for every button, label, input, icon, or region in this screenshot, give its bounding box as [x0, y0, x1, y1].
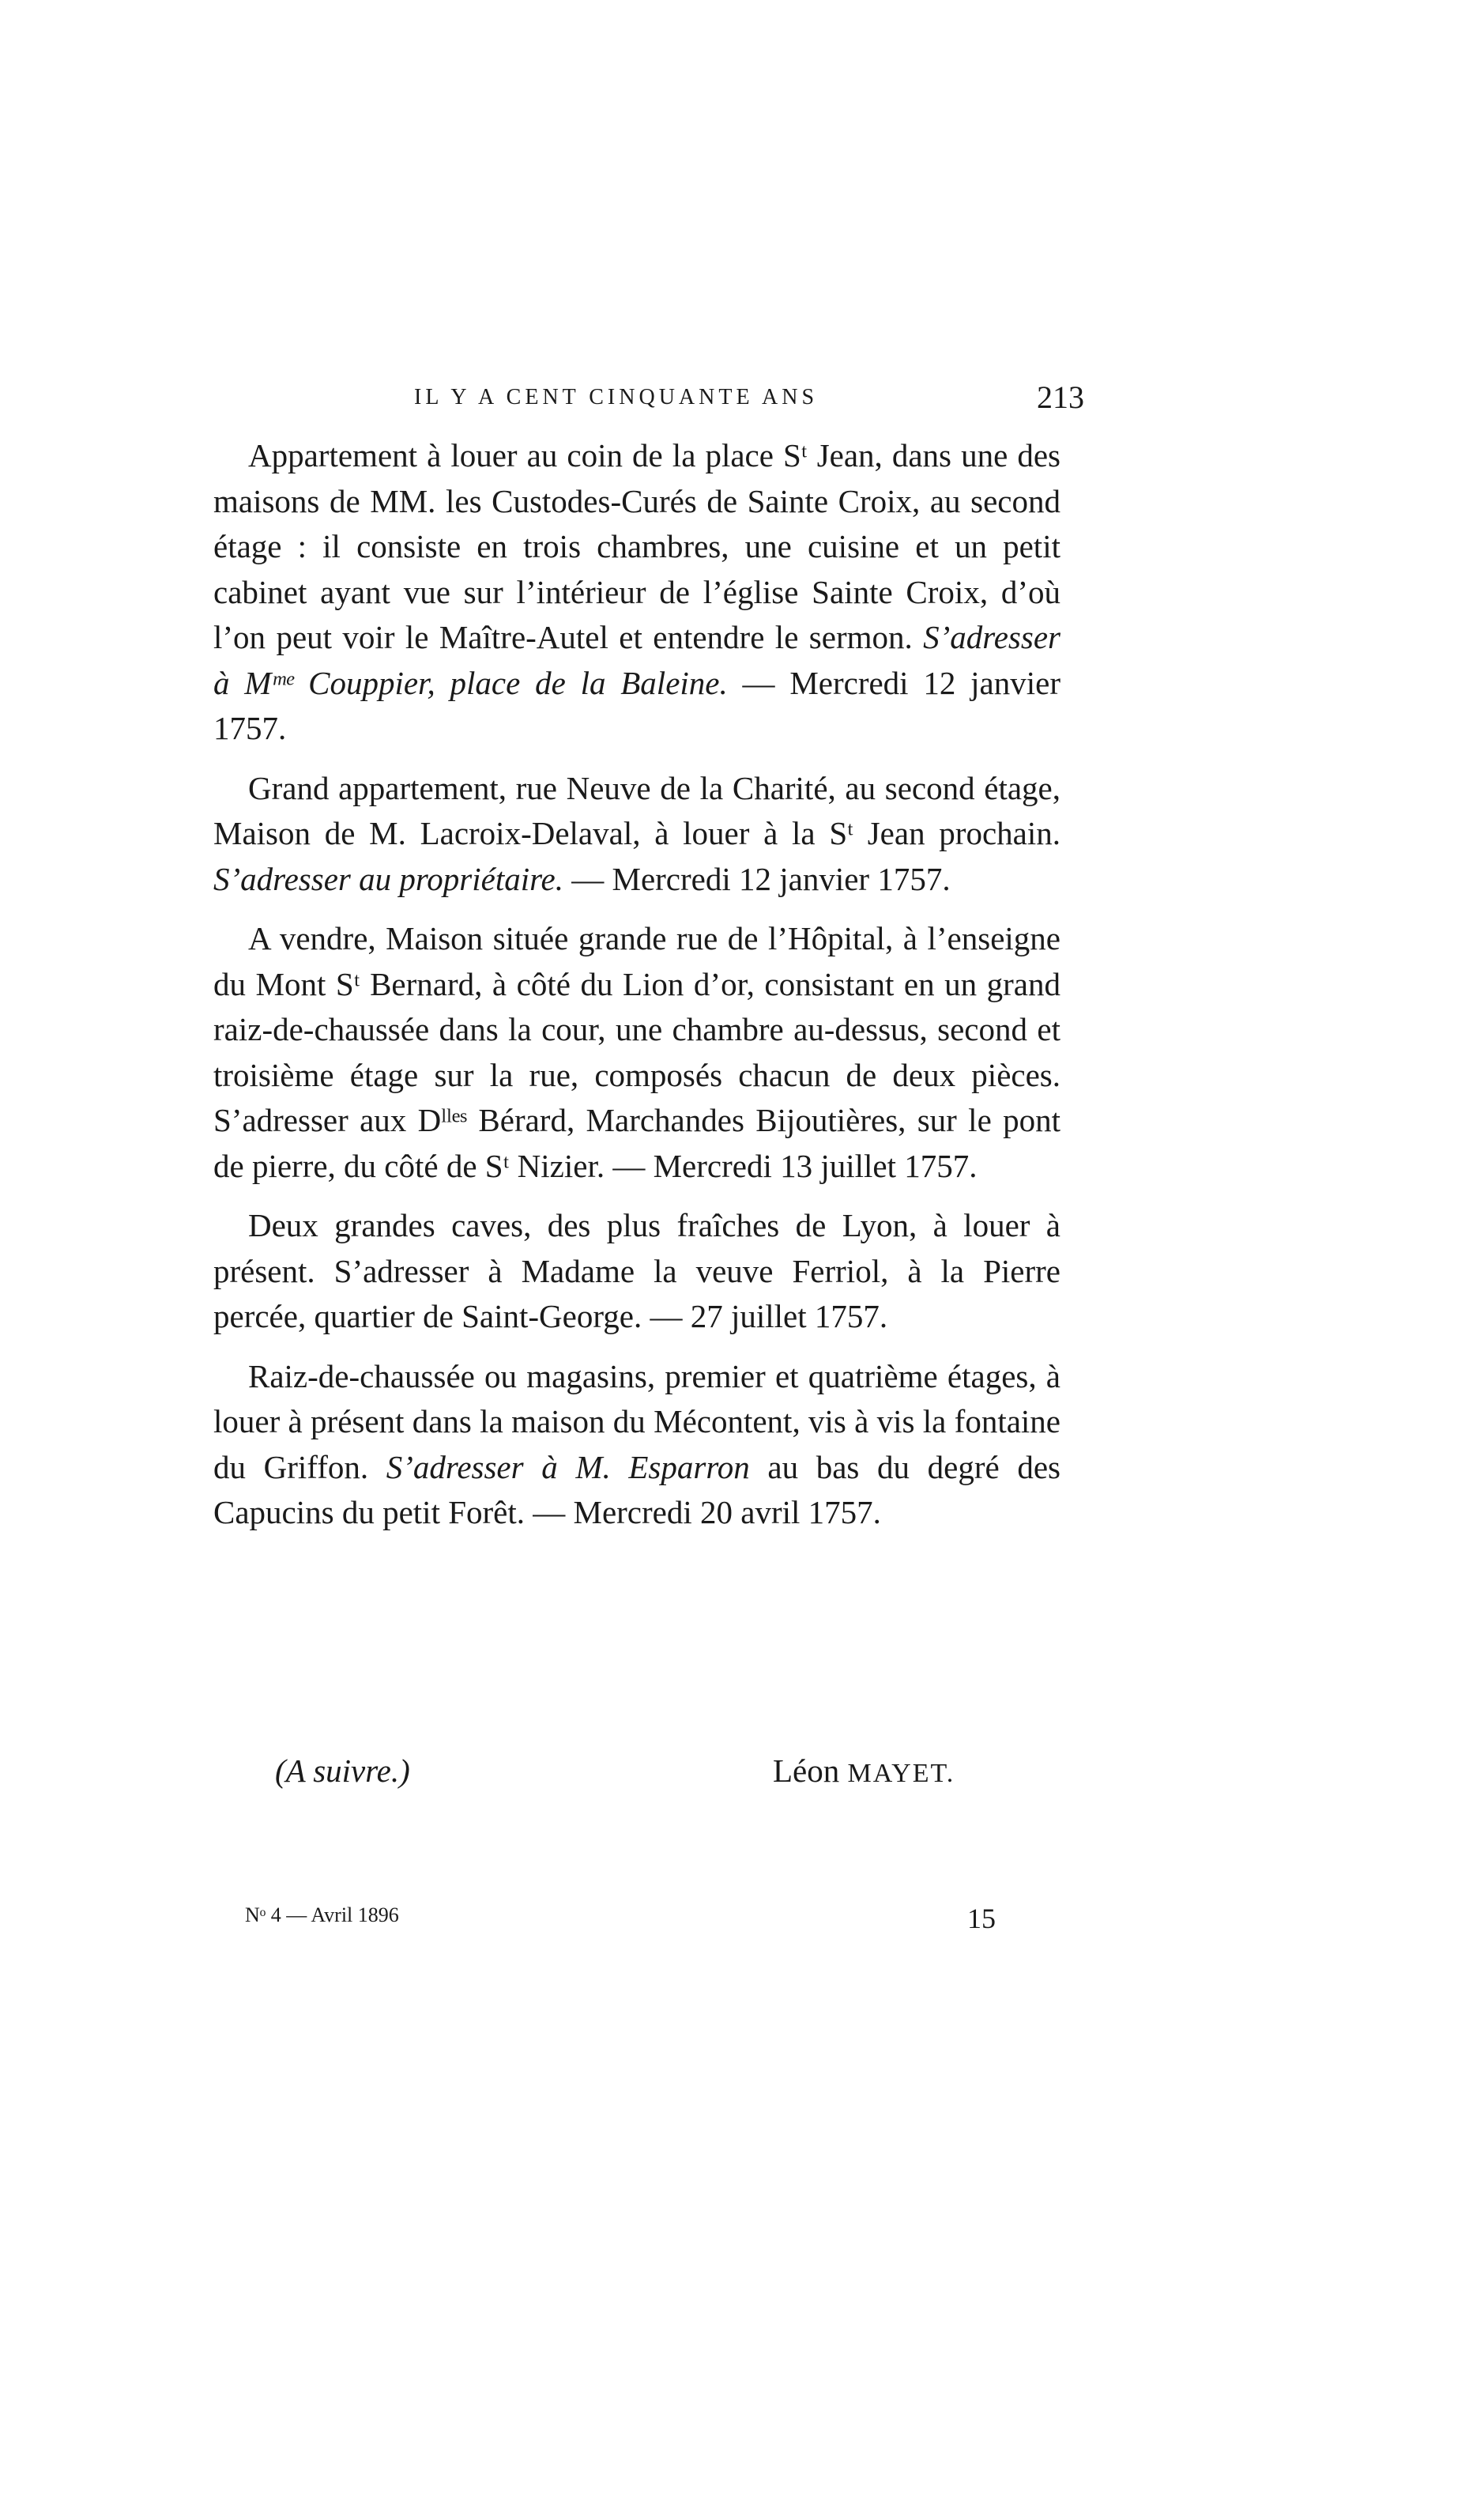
running-head — [207, 378, 1084, 417]
issue-info: Nᵒ 4 — Avril 1896 — [245, 1903, 399, 1926]
paragraph-text: Raiz-de-chaussée ou magasins, premier et quatrième étages, à louer à présent dans la maison du Mécontent, vis à vis la fontaine du Griffon. — [213, 1357, 1060, 1485]
signature-mark: 15 — [967, 1903, 996, 1934]
paragraph-text: Appartement à louer au coin de la place Sᵗ Jean, dans une des maisons de MM. les Custodes-Curés de Sainte Croix, au second étage : il consiste en trois chambres, une cuisine et un petit cabinet ayant vue sur l’intérieur de l’église Sainte Croix, d’où l’on peut voir le Maître-Autel et entendre le sermon. — [213, 437, 1060, 655]
continuation-note: (A suivre.) — [275, 1752, 410, 1789]
paragraph-raiz-de-chaussee — [213, 1354, 1060, 1536]
paragraph-italic: S’adresser à M. Esparron — [386, 1448, 750, 1485]
paragraph-italic: S’adresser au propriétaire. — [213, 860, 563, 897]
author-last-name: MAYET. — [847, 1759, 955, 1788]
paragraph-text: Grand appartement, rue Neuve de la Charité, au second étage, Maison de M. Lacroix-Delaval, à louer à la Sᵗ Jean prochain. — [213, 769, 1060, 851]
page-footer — [245, 1896, 996, 1935]
author-signature — [773, 1747, 955, 1798]
paragraph-date: au bas du degré des Capucins du petit Forêt. — Mercredi 20 avril 1757. — [213, 1448, 1060, 1530]
paragraph-a-vendre-maison — [213, 916, 1060, 1189]
paragraph-date: — Mercredi 12 janvier 1757. — [563, 860, 951, 897]
running-title: IL Y A CENT CINQUANTE ANS — [414, 385, 819, 409]
paragraph-deux-grandes-caves — [213, 1203, 1060, 1340]
paragraph-text: Deux grandes caves, des plus fraîches de Lyon, à louer à présent. S’adresser à Madame la veuve Ferriol, à la Pierre percée, quartier de Saint-George. — 27 juillet 1757. — [213, 1207, 1060, 1334]
paragraph-text: A vendre, Maison située grande rue de l’Hôpital, à l’enseigne du Mont Sᵗ Bernard, à côté du Lion d’or, consistant en un grand raiz-de-chaussée dans la cour, une chambre au-dessus, second et troisième étage sur la rue, composés chacun de deux pièces. S’adresser aux Dˡˡᵉˢ Bérard, Marchandes Bijoutières, sur le pont de pierre, du côté de Sᵗ Nizier. — Mercredi 13 juillet 1757. — [213, 920, 1060, 1184]
author-first-name: Léon — [773, 1752, 840, 1789]
page-number: 213 — [1037, 379, 1084, 415]
signature-line — [213, 1747, 1060, 1794]
paragraph-date: — Mercredi 12 janvier 1757. — [213, 664, 1060, 746]
paragraph-appartement-place-st-jean — [213, 433, 1060, 752]
paragraph-italic: S’adresser à Mᵐᵉ Couppier, place de la Baleine. — [213, 619, 1060, 701]
paragraph-grand-appartement — [213, 766, 1060, 903]
body-text — [213, 433, 1060, 1550]
